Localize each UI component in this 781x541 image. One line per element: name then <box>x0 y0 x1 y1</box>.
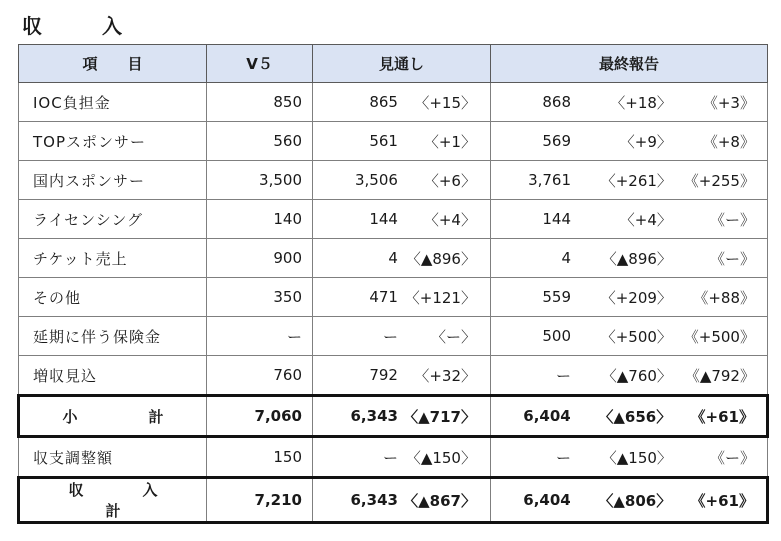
row-forecast-value: 471 <box>369 288 398 306</box>
row-label: IOC負担金 <box>19 83 207 122</box>
row-forecast <box>313 83 491 122</box>
header-row <box>19 45 768 83</box>
row-forecast-diff: 〈+32〉 <box>414 366 476 385</box>
table-row <box>19 317 768 356</box>
row-label: チケット売上 <box>19 239 207 278</box>
row-final-value: 868 <box>542 93 572 111</box>
row-forecast <box>313 239 491 278</box>
total-row <box>19 478 768 523</box>
row-v5: 350 <box>207 278 313 317</box>
row-final-diff2: 《+61》 <box>690 407 754 426</box>
table-row <box>19 239 768 278</box>
row-label: 小 計 <box>19 396 207 437</box>
row-final-diff2: 《ー》 <box>709 448 755 467</box>
row-final <box>491 239 768 278</box>
row-forecast-diff: 〈▲150〉 <box>405 448 476 467</box>
row-forecast <box>313 317 491 356</box>
row-v5: 900 <box>207 239 313 278</box>
row-label: 延期に伴う保険金 <box>19 317 207 356</box>
row-forecast-diff: 〈+121〉 <box>404 288 476 307</box>
row-label: TOPスポンサー <box>19 122 207 161</box>
row-label: 収支調整額 <box>19 437 207 478</box>
row-final-diff: 〈▲806〉 <box>598 491 672 510</box>
row-final-value: 3,761 <box>528 171 572 189</box>
table-row <box>19 278 768 317</box>
row-final-diff: 〈+4〉 <box>619 210 672 229</box>
page-title: 収 入 <box>22 14 142 38</box>
row-final-diff2: 《▲792》 <box>684 366 755 385</box>
row-forecast-value: 6,343 <box>350 491 398 509</box>
row-label: その他 <box>19 278 207 317</box>
row-label: 収 入 計 <box>19 478 207 523</box>
row-v5: 3,500 <box>207 161 313 200</box>
row-final-diff2: 《+88》 <box>693 288 755 307</box>
row-forecast-value: ー <box>382 327 398 346</box>
row-final-value: 559 <box>542 288 572 306</box>
row-forecast-diff: 〈▲896〉 <box>405 249 476 268</box>
row-final-diff: 〈+209〉 <box>600 288 672 307</box>
row-final-diff2: 《+3》 <box>702 93 755 112</box>
row-final-diff: 〈+9〉 <box>619 132 672 151</box>
row-final <box>491 317 768 356</box>
row-forecast-value: 3,506 <box>355 171 398 189</box>
table-row <box>19 161 768 200</box>
row-forecast-value: 561 <box>369 132 398 150</box>
header-final: 最終報告 <box>491 45 768 83</box>
row-final-diff2: 《+8》 <box>702 132 755 151</box>
row-final-value: ー <box>556 448 572 467</box>
header-v5: V５ <box>207 45 313 83</box>
row-forecast-value: 792 <box>369 366 398 384</box>
row-v5: 7,060 <box>207 396 313 437</box>
table-row <box>19 122 768 161</box>
row-forecast <box>313 161 491 200</box>
row-forecast-value: 865 <box>369 93 398 111</box>
row-final-diff2: 《ー》 <box>709 210 755 229</box>
row-final-value: 4 <box>561 249 572 267</box>
row-v5: 7,210 <box>207 478 313 523</box>
row-final-diff: 〈+18〉 <box>610 93 672 112</box>
row-final-diff2: 《+61》 <box>690 491 754 510</box>
row-final-value: 500 <box>542 327 572 345</box>
row-final-diff: 〈+261〉 <box>600 171 672 190</box>
subtotal-row <box>19 396 768 437</box>
row-v5: 560 <box>207 122 313 161</box>
row-v5: 140 <box>207 200 313 239</box>
row-final-diff: 〈▲760〉 <box>601 366 672 385</box>
row-forecast-value: 6,343 <box>350 407 398 425</box>
row-final <box>491 437 768 478</box>
row-forecast <box>313 356 491 396</box>
row-label: 増収見込 <box>19 356 207 396</box>
row-v5: 760 <box>207 356 313 396</box>
row-final-value: 144 <box>542 210 572 228</box>
row-forecast-diff: 〈▲717〉 <box>403 407 476 426</box>
row-final <box>491 356 768 396</box>
row-final-diff: 〈+500〉 <box>600 327 672 346</box>
row-final-diff2: 《+500》 <box>683 327 755 346</box>
row-v5: ー <box>207 317 313 356</box>
row-final <box>491 161 768 200</box>
row-final <box>491 478 768 523</box>
row-forecast-diff: 〈+6〉 <box>423 171 476 190</box>
row-forecast <box>313 396 491 437</box>
row-forecast-diff: 〈ー〉 <box>430 327 476 346</box>
row-final-diff: 〈▲150〉 <box>601 448 672 467</box>
table-row <box>19 356 768 396</box>
row-forecast <box>313 478 491 523</box>
row-final-value: 6,404 <box>523 491 571 509</box>
row-final-diff: 〈▲896〉 <box>601 249 672 268</box>
row-final <box>491 200 768 239</box>
row-label: ライセンシング <box>19 200 207 239</box>
row-final <box>491 396 768 437</box>
row-forecast-diff: 〈+4〉 <box>423 210 476 229</box>
row-forecast-diff: 〈+1〉 <box>423 132 476 151</box>
row-final-value: 569 <box>542 132 572 150</box>
table-row <box>19 83 768 122</box>
row-final-diff2: 《+255》 <box>683 171 755 190</box>
row-label: 国内スポンサー <box>19 161 207 200</box>
row-forecast-diff: 〈+15〉 <box>414 93 476 112</box>
row-final-diff: 〈▲656〉 <box>598 407 672 426</box>
row-final-value: ー <box>556 366 572 385</box>
row-final <box>491 278 768 317</box>
row-final <box>491 83 768 122</box>
row-forecast-value: 144 <box>369 210 398 228</box>
row-forecast-diff: 〈▲867〉 <box>403 491 476 510</box>
row-final-diff2: 《ー》 <box>709 249 755 268</box>
row-forecast-value: ー <box>382 448 398 467</box>
row-v5: 850 <box>207 83 313 122</box>
row-forecast <box>313 278 491 317</box>
row-final-value: 6,404 <box>523 407 571 425</box>
row-forecast <box>313 122 491 161</box>
row-forecast <box>313 200 491 239</box>
income-table <box>17 44 769 524</box>
row-v5: 150 <box>207 437 313 478</box>
header-forecast: 見通し <box>313 45 491 83</box>
row-forecast <box>313 437 491 478</box>
header-item: 項 目 <box>19 45 207 83</box>
adjustment-row <box>19 437 768 478</box>
table-row <box>19 200 768 239</box>
row-final <box>491 122 768 161</box>
row-forecast-value: 4 <box>388 249 398 267</box>
